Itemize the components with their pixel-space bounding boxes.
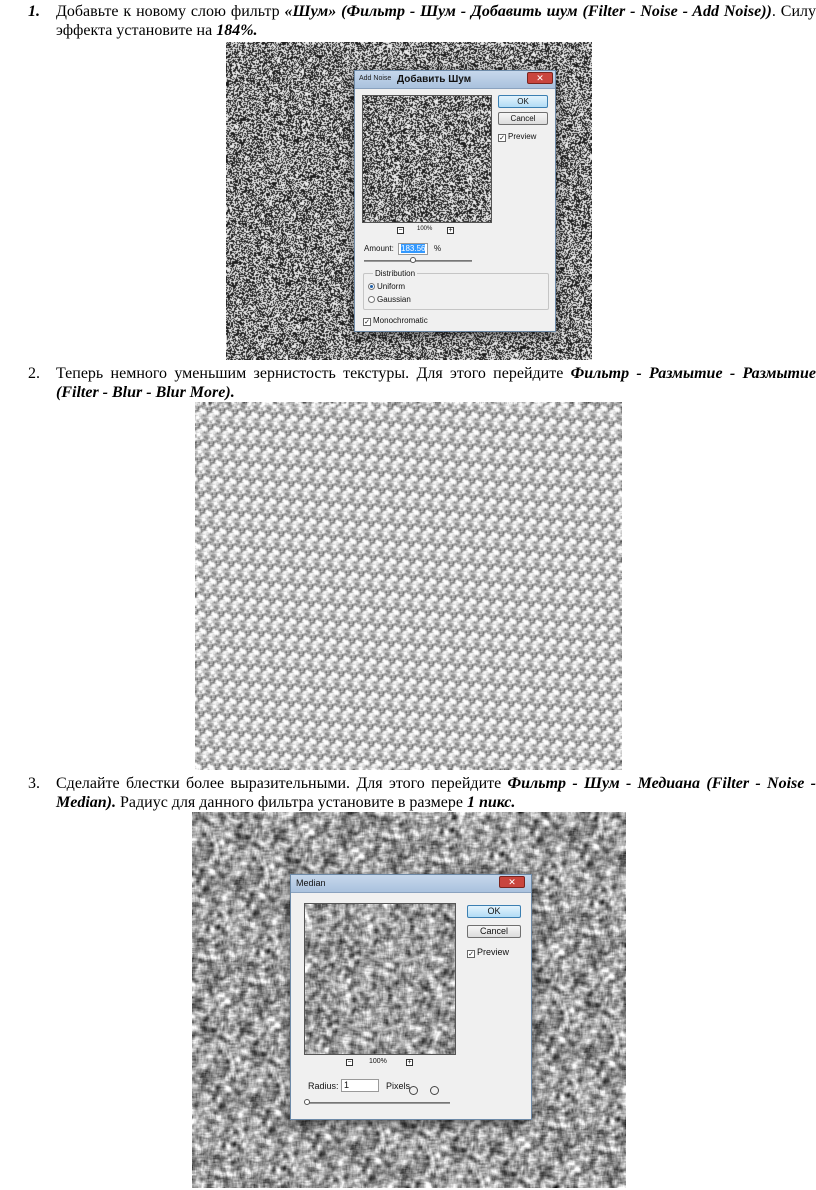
amount-input[interactable]: 183.56 [398,243,428,255]
zoom-level: 100% [369,1058,387,1065]
zoom-out-icon[interactable]: − [347,1059,352,1066]
step-2-number: 2. [28,365,40,382]
close-icon[interactable]: ✕ [527,72,553,84]
step-3-paragraph [28,774,816,812]
blurred-noise-texture [195,402,622,770]
dialog-title-small: Add Noise [359,75,392,82]
step-1-text: Добавьте к новому слою фильтр «Шум» (Фильтр - Шум - Добавить шум (Filter - Noise - Add Noise)). Силу эффекта установите на 184%. [56,3,816,39]
amount-slider-thumb[interactable] [410,257,416,263]
zoom-in-icon[interactable]: + [448,227,453,234]
distribution-group [363,273,549,310]
uniform-radio[interactable]: Uniform [368,282,405,291]
close-icon[interactable]: ✕ [499,876,525,888]
preview-label: Preview [508,132,537,141]
circle-icon [430,1086,439,1095]
preview-label: Preview [477,947,510,957]
median-screenshot [192,812,626,1188]
amount-label: Amount: [364,244,394,253]
circle-icon [409,1086,418,1095]
preview-noise [305,904,456,1055]
step-3-text: Сделайте блестки более выразительными. Для этого перейдите Фильтр - Шум - Медиана (Filter - Noise - Median). Радиус для данного фильтра установите в размере 1 пикс. [56,775,816,811]
dialog-title-bar[interactable] [355,71,555,89]
add-noise-screenshot [226,42,592,360]
amount-slider-track[interactable] [364,260,472,262]
radio-icon [368,296,375,303]
radius-slider-track[interactable] [306,1102,450,1104]
cancel-button[interactable]: Cancel [498,112,548,125]
monochromatic-label: Monochromatic [373,316,428,325]
cancel-button[interactable]: Cancel [467,925,521,938]
zoom-in-icon[interactable]: + [407,1059,412,1066]
preview-noise [363,96,492,223]
gaussian-radio[interactable]: Gaussian [368,295,411,304]
step-1-number: 1. [28,3,40,20]
dialog-title-bar[interactable] [291,875,531,893]
dialog-title: Median [296,878,326,888]
median-dialog [290,874,532,1120]
amount-unit: % [434,244,442,253]
checkmark-icon: ✓ [468,951,474,958]
monochromatic-checkbox[interactable] [363,316,428,326]
distribution-label: Distribution [375,269,416,278]
add-noise-dialog [354,70,556,332]
dialog-title: Добавить Шум [397,74,472,85]
step-2-text: Теперь немного уменьшим зернистость текстуры. Для этого перейдите Фильтр - Размытие - Размытие (Filter - Blur - Blur More). [56,365,816,401]
checkmark-icon: ✓ [499,135,505,142]
ok-button[interactable]: OK [498,95,548,108]
ok-button[interactable]: OK [467,905,521,918]
radius-input[interactable]: 1 [341,1079,379,1092]
step-1-paragraph [28,2,816,40]
preview-window[interactable] [304,903,456,1055]
radius-unit: Pixels [386,1081,411,1091]
blur-more-screenshot [195,402,622,770]
zoom-out-icon[interactable]: − [398,227,403,234]
radio-selected-icon [368,283,375,290]
preview-window[interactable] [362,95,492,223]
step-3-number: 3. [28,775,40,792]
checkmark-icon: ✓ [364,319,370,326]
zoom-level: 100% [417,226,433,232]
preview-checkbox[interactable] [467,947,509,958]
step-2-paragraph [28,364,816,402]
radius-label: Radius: [308,1081,339,1091]
preview-checkbox[interactable] [498,132,536,142]
radius-slider-thumb[interactable] [304,1099,310,1105]
